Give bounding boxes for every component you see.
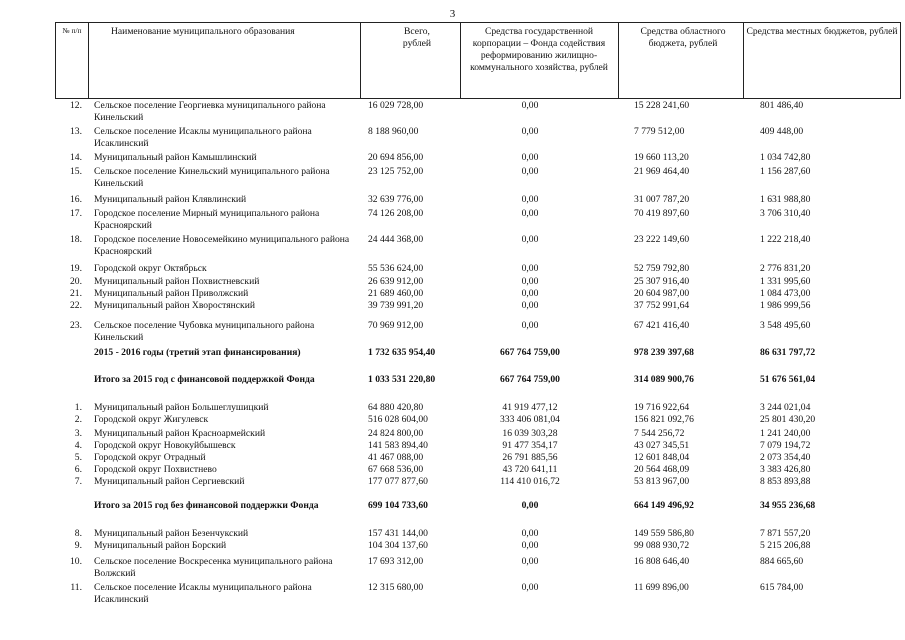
- header-bottom-border: [55, 98, 901, 99]
- row-total: 32 639 776,00: [368, 194, 424, 205]
- row-number: 2.: [74, 414, 82, 425]
- row-local: 1 331 995,60: [760, 276, 811, 287]
- row-name: Итого за 2015 год без финансовой поддержки Фонда: [94, 500, 319, 511]
- row-fund: 0,00: [521, 194, 539, 205]
- row-name: Муниципальный район Красноармейский: [94, 428, 266, 439]
- row-regional: 156 821 092,76: [634, 414, 694, 425]
- row-regional: 11 699 896,00: [634, 582, 689, 593]
- header-local: Средства местных бюджетов, рублей: [746, 26, 898, 37]
- row-regional: 70 419 897,60: [634, 208, 690, 219]
- row-total: 699 104 733,60: [368, 500, 428, 511]
- row-local: 2 073 354,40: [760, 452, 811, 463]
- row-regional: 20 604 987,00: [634, 288, 690, 299]
- header-divider: [460, 22, 461, 98]
- row-name: Муниципальный район Камышлинский: [94, 152, 257, 163]
- row-local: 2 776 831,20: [760, 263, 811, 274]
- row-regional: 15 228 241,60: [634, 100, 690, 111]
- row-regional: 664 149 496,92: [634, 500, 694, 511]
- row-regional: 43 027 345,51: [634, 440, 690, 451]
- header-divider: [743, 22, 744, 98]
- row-total: 17 693 312,00: [368, 556, 424, 567]
- row-total: 12 315 680,00: [368, 582, 424, 593]
- row-fund: 0,00: [521, 234, 539, 245]
- row-number: 13.: [70, 126, 82, 137]
- row-name: Муниципальный район Борский: [94, 540, 227, 551]
- row-number: 17.: [70, 208, 82, 219]
- row-total: 64 880 420,80: [368, 402, 424, 413]
- row-local: 1 222 218,40: [760, 234, 811, 245]
- header-name: Наименование муниципального образования: [111, 26, 295, 37]
- row-total: 41 467 088,00: [368, 452, 424, 463]
- row-fund: 667 764 759,00: [500, 374, 560, 385]
- row-local: 1 084 473,00: [760, 288, 811, 299]
- row-regional: 52 759 792,80: [634, 263, 690, 274]
- row-total: 177 077 877,60: [368, 476, 428, 487]
- row-name: Сельское поселение Георгиевка муниципального района Кинельский: [94, 100, 326, 123]
- row-total: 39 739 991,20: [368, 300, 424, 311]
- row-local: 7 871 557,20: [760, 528, 811, 539]
- row-name: 2015 - 2016 годы (третий этап финансирования): [94, 347, 301, 358]
- row-total: 70 969 912,00: [368, 320, 424, 331]
- row-name: Городской округ Похвистнево: [94, 464, 217, 475]
- header-top-border: [55, 22, 901, 23]
- table-header: [55, 22, 901, 98]
- row-number: 12.: [70, 100, 82, 111]
- row-fund: 0,00: [521, 152, 539, 163]
- row-regional: 149 559 586,80: [634, 528, 694, 539]
- row-fund: 43 720 641,11: [502, 464, 558, 475]
- row-number: 19.: [70, 263, 82, 274]
- row-total: 21 689 460,00: [368, 288, 424, 299]
- header-fund: Средства государственной корпорации – Фонда содействия реформированию жилищно-коммунального хозяйства, рублей: [470, 26, 608, 73]
- row-regional: 37 752 991,64: [634, 300, 690, 311]
- row-regional: 31 007 787,20: [634, 194, 690, 205]
- row-total: 16 029 728,00: [368, 100, 424, 111]
- row-total: 24 824 800,00: [368, 428, 424, 439]
- row-local: 3 383 426,80: [760, 464, 811, 475]
- page-number: 3: [449, 8, 456, 20]
- row-regional: 19 716 922,64: [634, 402, 690, 413]
- row-regional: 16 808 646,40: [634, 556, 690, 567]
- row-fund: 0,00: [521, 528, 539, 539]
- header-divider: [88, 22, 89, 98]
- row-name: Муниципальный район Хворостянский: [94, 300, 255, 311]
- header-regional: Средства областного бюджета, рублей: [640, 26, 726, 49]
- row-local: 1 156 287,60: [760, 166, 811, 177]
- row-total: 20 694 856,00: [368, 152, 424, 163]
- row-total: 8 188 960,00: [368, 126, 419, 137]
- row-local: 3 548 495,60: [760, 320, 811, 331]
- row-number: 20.: [70, 276, 82, 287]
- header-divider: [360, 22, 361, 98]
- row-local: 801 486,40: [760, 100, 804, 111]
- row-name: Сельское поселение Воскресенка муниципального района Волжский: [94, 556, 333, 579]
- row-number: 22.: [70, 300, 82, 311]
- row-fund: 0,00: [521, 582, 539, 593]
- row-number: 4.: [74, 440, 82, 451]
- row-fund: 0,00: [521, 166, 539, 177]
- row-total: 55 536 624,00: [368, 263, 424, 274]
- row-local: 615 784,00: [760, 582, 804, 593]
- row-name: Муниципальный район Приволжский: [94, 288, 249, 299]
- row-regional: 20 564 468,09: [634, 464, 690, 475]
- row-number: 5.: [74, 452, 82, 463]
- row-regional: 23 222 149,60: [634, 234, 690, 245]
- row-fund: 26 791 885,56: [502, 452, 558, 463]
- row-regional: 67 421 416,40: [634, 320, 690, 331]
- row-local: 25 801 430,20: [760, 414, 816, 425]
- row-total: 26 639 912,00: [368, 276, 424, 287]
- row-number: 6.: [74, 464, 82, 475]
- row-number: 3.: [74, 428, 82, 439]
- row-fund: 0,00: [521, 276, 539, 287]
- row-number: 1.: [74, 402, 82, 413]
- row-total: 104 304 137,60: [368, 540, 428, 551]
- row-fund: 667 764 759,00: [500, 347, 560, 358]
- row-number: 14.: [70, 152, 82, 163]
- row-regional: 7 779 512,00: [634, 126, 685, 137]
- row-total: 74 126 208,00: [368, 208, 424, 219]
- row-local: 1 034 742,80: [760, 152, 811, 163]
- row-name: Муниципальный район Безенчукский: [94, 528, 249, 539]
- row-regional: 7 544 256,72: [634, 428, 685, 439]
- row-regional: 314 089 900,76: [634, 374, 694, 385]
- row-local: 1 241 240,00: [760, 428, 811, 439]
- row-local: 86 631 797,72: [760, 347, 816, 358]
- row-name: Муниципальный район Клявлинский: [94, 194, 247, 205]
- row-regional: 99 088 930,72: [634, 540, 690, 551]
- row-total: 157 431 144,00: [368, 528, 428, 539]
- row-number: 21.: [70, 288, 82, 299]
- row-local: 7 079 194,72: [760, 440, 811, 451]
- row-fund: 91 477 354,17: [502, 440, 558, 451]
- row-number: 23.: [70, 320, 82, 331]
- row-fund: 114 410 016,72: [500, 476, 560, 487]
- row-name: Городской округ Отрадный: [94, 452, 206, 463]
- row-fund: 16 039 303,28: [502, 428, 558, 439]
- row-name: Городской округ Октябрьск: [94, 263, 207, 274]
- row-number: 9.: [74, 540, 82, 551]
- row-number: 16.: [70, 194, 82, 205]
- row-regional: 21 969 464,40: [634, 166, 690, 177]
- row-total: 1 732 635 954,40: [368, 347, 436, 358]
- row-fund: 0,00: [521, 100, 539, 111]
- header-divider: [618, 22, 619, 98]
- header-num: № п/п: [62, 26, 82, 35]
- row-number: 18.: [70, 234, 82, 245]
- row-local: 884 665,60: [760, 556, 804, 567]
- header-total: Всего, рублей: [402, 26, 432, 49]
- row-fund: 0,00: [521, 300, 539, 311]
- row-local: 34 955 236,68: [760, 500, 816, 511]
- row-regional: 25 307 916,40: [634, 276, 690, 287]
- row-regional: 53 813 967,00: [634, 476, 690, 487]
- row-name: Муниципальный район Похвистневский: [94, 276, 260, 287]
- row-number: 15.: [70, 166, 82, 177]
- row-fund: 0,00: [521, 500, 539, 511]
- row-number: 7.: [74, 476, 82, 487]
- row-total: 141 583 894,40: [368, 440, 428, 451]
- row-number: 10.: [70, 556, 82, 567]
- row-name: Сельское поселение Исаклы муниципального района Исаклинский: [94, 582, 312, 605]
- row-local: 3 244 021,04: [760, 402, 811, 413]
- row-name: Городской округ Новокуйбышевск: [94, 440, 236, 451]
- row-fund: 0,00: [521, 540, 539, 551]
- row-total: 1 033 531 220,80: [368, 374, 436, 385]
- row-name: Городское поселение Мирный муниципального района Красноярский: [94, 208, 320, 231]
- row-name: Сельское поселение Кинельский муниципального района Кинельский: [94, 166, 330, 189]
- row-name: Муниципальный район Большеглушицкий: [94, 402, 269, 413]
- header-divider: [900, 22, 901, 98]
- row-name: Сельское поселение Чубовка муниципального района Кинельский: [94, 320, 315, 343]
- row-fund: 41 919 477,12: [502, 402, 558, 413]
- row-local: 3 706 310,40: [760, 208, 811, 219]
- row-total: 24 444 368,00: [368, 234, 424, 245]
- row-name: Сельское поселение Исаклы муниципального района Исаклинский: [94, 126, 312, 149]
- row-regional: 19 660 113,20: [634, 152, 689, 163]
- row-local: 1 631 988,80: [760, 194, 811, 205]
- row-name: Городское поселение Новосемейкино муниципального района Красноярский: [94, 234, 350, 257]
- row-number: 8.: [74, 528, 82, 539]
- row-local: 1 986 999,56: [760, 300, 811, 311]
- row-fund: 333 406 081,04: [500, 414, 560, 425]
- row-local: 51 676 561,04: [760, 374, 816, 385]
- row-local: 5 215 206,88: [760, 540, 811, 551]
- row-local: 8 853 893,88: [760, 476, 811, 487]
- row-fund: 0,00: [521, 556, 539, 567]
- row-fund: 0,00: [521, 208, 539, 219]
- row-regional: 978 239 397,68: [634, 347, 694, 358]
- row-name: Городской округ Жигулевск: [94, 414, 209, 425]
- row-number: 11.: [70, 582, 82, 593]
- row-regional: 12 601 848,04: [634, 452, 690, 463]
- row-fund: 0,00: [521, 263, 539, 274]
- row-total: 67 668 536,00: [368, 464, 424, 475]
- row-name: Итого за 2015 год с финансовой поддержкой Фонда: [94, 374, 315, 385]
- row-total: 23 125 752,00: [368, 166, 424, 177]
- row-local: 409 448,00: [760, 126, 804, 137]
- row-fund: 0,00: [521, 320, 539, 331]
- row-fund: 0,00: [521, 288, 539, 299]
- row-fund: 0,00: [521, 126, 539, 137]
- row-name: Муниципальный район Сергиевский: [94, 476, 245, 487]
- row-total: 516 028 604,00: [368, 414, 428, 425]
